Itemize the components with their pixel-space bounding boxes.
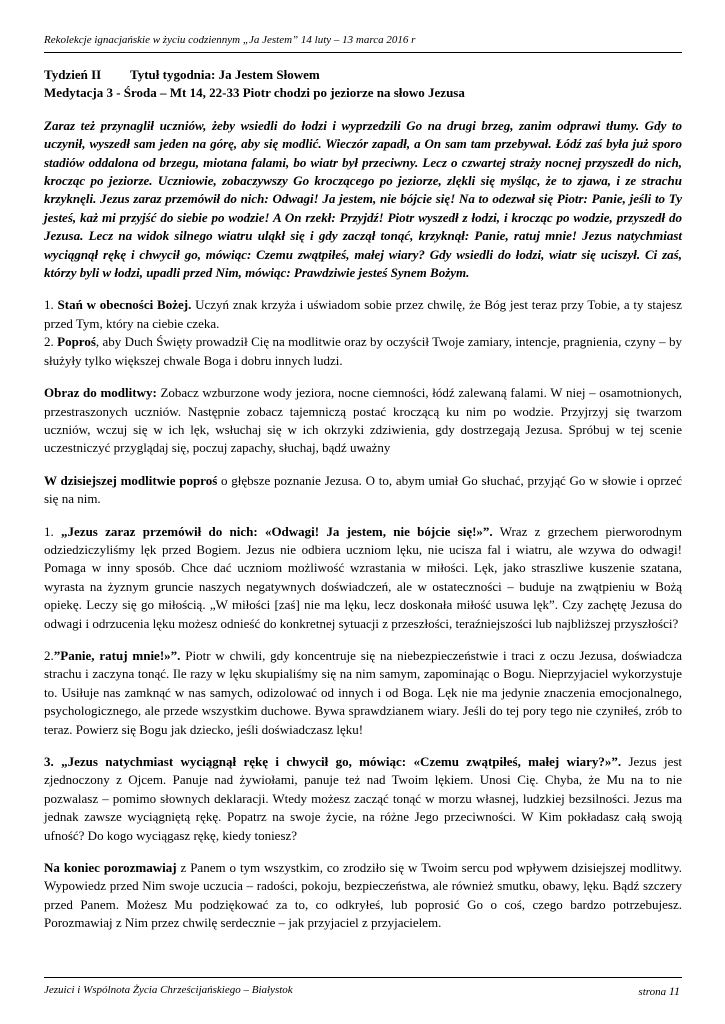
week-label: Tydzień II <box>44 67 102 82</box>
step-heading: Stań w obecności Bożej. <box>57 297 192 313</box>
closing-heading: Na koniec porozmawiaj <box>44 860 177 876</box>
prayer-image-heading: Obraz do modlitwy: <box>44 385 157 401</box>
page-number: strona 11 <box>638 984 680 998</box>
closing-paragraph: Na koniec porozmawiaj z Panem o tym wszystkim, co zrodziło się w Twoim sercu pod wpływem dzisiejszej modlitwy. Wypowiedz przed Nim swoje uczucia – radości, pokoju, bezpieczeństwa, ale również smutku, obawy, lęku. Bądź szczery przed Panem. Możesz Mu podziękować za to, co odkryłeś, lub poprosić Go o coś, czego bardzo potrzebujesz. Porozmawiaj z Nim przez chwilę serdecznie – jak przyjaciel z przyjacielem. <box>44 860 682 931</box>
point-paragraph: 3. „Jezus natychmiast wyciągnął rękę i chwycił go, mówiąc: «Czemu zwątpiłeś, małej wiary?»”. Jezus jest zjednoczony z Ojcem. Panuje nad żywiołami, panuje też nad Twoim lękiem. Unosi Cię. Chyba, że Mu na to nie pozwalasz – pomimo słownych deklaracji. Wtedy możesz zacząć tonąć w morzu własnej, ludzkiej bezsilności. Jezus ma jednak zawsze wyciągniętą rękę. Popatrz na swoje życie, na różne Jego przeciwności. W Kim pokładasz całą swoją ufność? Do kogo wyciągasz rękę, kiedy toniesz? <box>44 754 683 843</box>
point-text: Piotr w chwili, gdy koncentruje się na niebezpieczeństwie i traci z oczu Jezusa, doświadcza strachu i zaczyna tonąć. Ile razy w lęku skupialiśmy się na nim samym, zapominając o Bogu. Nieprzyjaciel wykorzystuje to. Usiłuje nas zamknąć w nas samych, odizolować od innych i od Boga. Lęk nie ma jedynie znaczenia emocjonalnego, psychologicznego, ale przede wszystkim duchowe. Bywa sprawdzianem wiary. Jeśli do tej pory tego nie czyniłeś, zrób to teraz. Powierz się Bogu jak dziecko, jeśli doświadczasz lęku! <box>44 647 682 737</box>
scripture-passage: Zaraz też przynaglił uczniów, żeby wsiedli do łodzi i wyprzedzili Go na drugi brzeg, zanim odprawi tłumy. Gdy to uczynił, wyszedł sam jeden na górę, aby się modlić. Wieczór zapadł, a On sam tam przebywał. Łódź zaś była już sporo stadiów oddalona od brzegu, miotana falami, bo wiatr był przeciwny. Lecz o czwartej straży nocnej przyszedł do nich, krocząc po jeziorze. Uczniowie, zobaczywszy Go kroczącego po jeziorze, zlękli się myśląc, że to zjawa, i ze strachu krzyknęli. Jezus zaraz przemówił do nich: Odwagi! Ja jestem, nie bójcie się! Na to odezwał się Piotr: Panie, jeśli to Ty jesteś, każ mi przyjść do siebie po wodzie! A On rzekł: Przyjdź! Piotr wyszedł z łodzi, i krocząc po wodzie, przyszedł do Jezusa. Lecz na widok silnego wiatru uląkł się i gdy zaczął tonąć, krzyknął: Panie, ratuj mnie! Jezus natychmiast wyciągnął rękę i chwycił go, mówiąc: Czemu zwątpiłeś, małej wiary? Gdy wsiedli do łodzi, wiatr się uciszył. Ci zaś, którzy byli w łodzi, upadli przed Nim, mówiąc: Prawdziwie jesteś Synem Bożym. <box>44 117 682 281</box>
prayer-image-paragraph: Obraz do modlitwy: Zobacz wzburzone wody jeziora, nocne ciemności, łódź zalewaną falami. W niej – osamotnionych, przestraszonych uczniów. Następnie zobacz tajemniczą postać kroczącą ku nim po wodzie. Przyjrzyj się twarzom uczniów, wczuj się w ich lęk, wsłuchaj się w ich okrzyki zdziwienia, gdy dostrzegają Jezusa. Spróbuj w tej scenie uczestniczyć przyglądaj się, poczuj zapachy, słuchaj, bądź uważny <box>44 385 682 456</box>
step-heading: Poproś <box>57 334 96 350</box>
week-title: Tytuł tygodnia: Ja Jestem Słowem <box>130 67 320 82</box>
point-text: Wraz z grzechem pierworodnym odziedziczyliśmy lęk przed Bogiem. Jezus nie odbiera uczniom lęku, nie ucisza fal i wiatru, ale wzywa do odwagi! Pomaga w inny sposób. Chce dać uczniom możliwość wzrastania w miłości. Lęk, jako straszliwe kuszenie szatana, wyrasta na żyznym gruncie naszych negatywnych doświadczeń, ale w ostateczności – buduje na zwątpieniu w Bożą opiekę. Leczy się go miłością. „W miłości [zaś] nie ma lęku, lecz doskonała miłość usuwa lęk”. Czy zachętę Jezusa do odwagi i odrzucenia lęku możesz odnieść do konkretnej sytuacji z przeszłości, teraźniejszości lub najbliższej przyszłości? <box>44 523 683 631</box>
point-quote: „Jezus natychmiast wyciągnął rękę i chwycił go, mówiąc: «Czemu zwątpiłeś, małej wiary?»”. <box>61 754 622 769</box>
prayer-steps <box>44 296 682 370</box>
point-paragraph: 1. „Jezus zaraz przemówił do nich: «Odwagi! Ja jestem, nie bójcie się!»”. Wraz z grzechem pierworodnym odziedziczyliśmy lęk przed Bogiem. Jezus nie odbiera uczniom lęku, nie ucisza fal i wiatru, ale wzywa do odwagi! Pomaga w inny sposób. Chce dać uczniom możliwość wzrastania w miłości. Lęk, jako straszliwe kuszenie szatana, wyrasta na żyznym gruncie naszych negatywnych doświadczeń, ale w ostateczności – buduje na zwątpieniu w Bożą opiekę. Leczy się go miłością. „W miłości [zaś] nie ma lęku, lecz doskonała miłość usuwa lęk”. Czy zachętę Jezusa do odwagi i odrzucenia lęku możesz odnieść do konkretnej sytuacji z przeszłości, teraźniejszości lub najbliższej przyszłości? <box>44 523 683 631</box>
running-header: Rekolekcje ignacjańskie w życiu codziennym „Ja Jestem” 14 luty – 13 marca 2016 r <box>44 34 416 46</box>
meditation-title: Medytacja 3 - Środa – Mt 14, 22-33 Piotr chodzi po jeziorze na słowo Jezusa <box>44 85 465 101</box>
step-text: Uczyń znak krzyża i uświadom sobie przez chwilę, że Bóg jest teraz przy Tobie, a ty stajesz przed Tym, który na ciebie czeka. <box>44 297 682 331</box>
point-quote: ”Panie, ratuj mnie!»”. <box>53 647 181 663</box>
request-heading: W dzisiejszej modlitwie poproś <box>44 472 218 488</box>
step-item: 1. Stań w obecności Bożej. Uczyń znak krzyża i uświadom sobie przez chwilę, że Bóg jest teraz przy Tobie, a ty stajesz przed Tym, który na ciebie czeka. <box>44 297 682 331</box>
document-page <box>44 0 682 1024</box>
point-text: Jezus jest zjednoczony z Ojcem. Panuje nad żywiołami, panuje też nad Twoim lękiem. Unosi Cię. Chyba, że Mu na to nie pozwalasz – pomimo słownych deklaracji. Wtedy możesz zacząć tonąć w morzu własnej, ludzkiej bezsilności. Jezus ma jednak zawsze wyciągniętą rękę. Popatrz na swoje życie, na różne Jego przeciwności. W Kim pokładasz całą swoją ufność? Do kogo wyciągasz rękę, kiedy toniesz? <box>44 754 683 843</box>
step-item: 2. Poproś, aby Duch Święty prowadził Cię na modlitwie oraz by oczyścił Twoje zamiary, intencje, pragnienia, czyny – by służyły tylko większej chwale Boga i dobru innych ludzi. <box>44 334 682 368</box>
point-paragraph: 2.”Panie, ratuj mnie!»”. Piotr w chwili, gdy koncentruje się na niebezpieczeństwie i traci z oczu Jezusa, doświadcza strachu i zaczyna tonąć. Ile razy w lęku skupialiśmy się na nim samym, zapominając o Bogu. Nieprzyjaciel wykorzystuje to. Usiłuje nas zamknąć w nas samych, odizolować od innych i od Boga. Lęk nie ma jedynie znaczenia emocjonalnego, psychologicznego, ale przede wszystkim duchowe. Bywa sprawdzianem wiary. Jeśli do tej pory tego nie czyniłeś, zrób to teraz. Powierz się Bogu jak dziecko, jeśli doświadczasz lęku! <box>44 647 682 737</box>
point-quote: „Jezus zaraz przemówił do nich: «Odwagi! Ja jestem, nie bójcie się!»”. <box>61 523 493 539</box>
header-rule <box>44 52 682 53</box>
page-footer <box>44 984 682 996</box>
step-text: , aby Duch Święty prowadził Cię na modlitwie oraz by oczyścił Twoje zamiary, intencje, pragnienia, czyny – by służyły tylko większej chwale Boga i dobru innych ludzi. <box>44 334 682 368</box>
week-heading <box>44 66 682 84</box>
footer-rule <box>44 977 682 978</box>
page-content <box>44 66 682 947</box>
request-paragraph: W dzisiejszej modlitwie poproś o głębsze poznanie Jezusa. O to, abym umiał Go słuchać, przyjąć Go w słowie i oprzeć się na nim. <box>44 472 682 507</box>
footer-organization: Jezuici i Wspólnota Życia Chrześcijańskiego – Białystok <box>44 984 293 996</box>
